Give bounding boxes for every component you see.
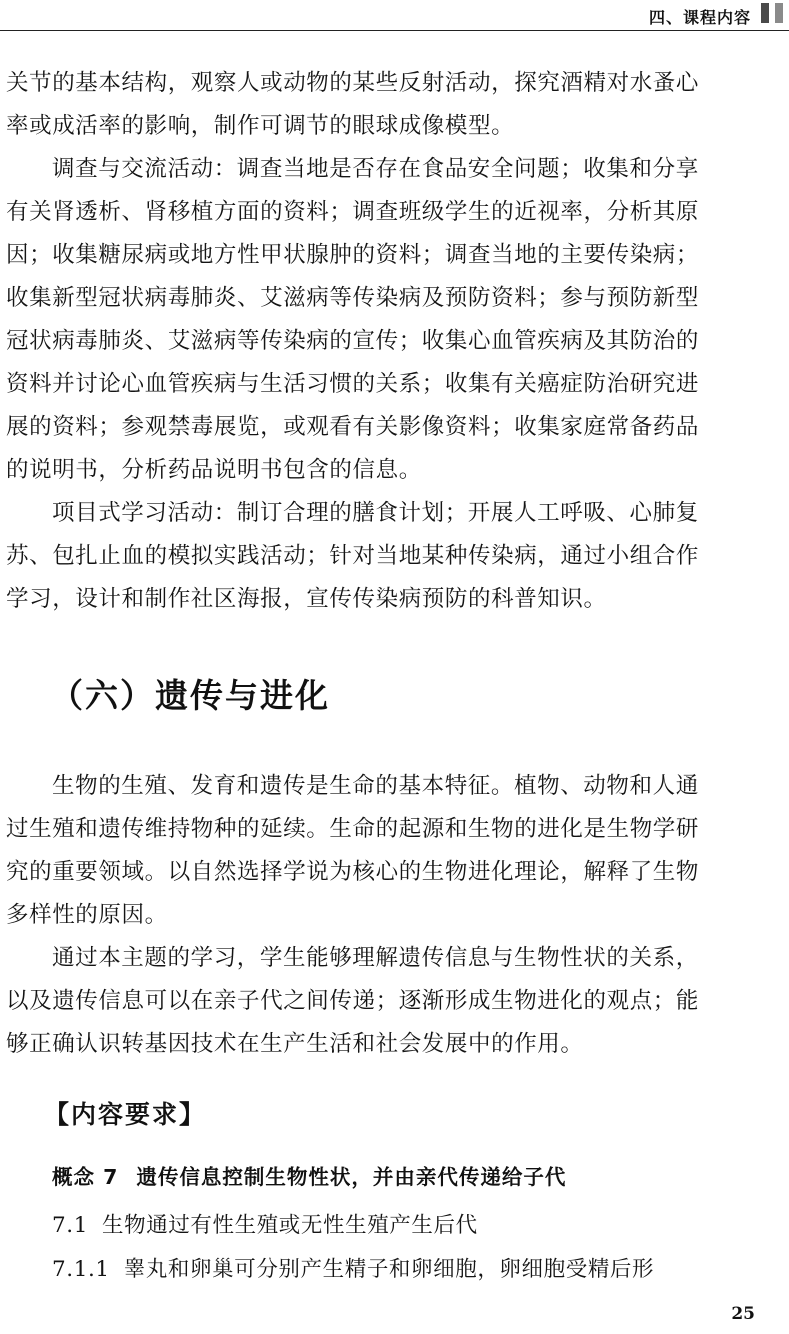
paragraph-survey-activities (6, 148, 766, 492)
text-line: 展的资料；参观禁毒展览，或观看有关影像资料；收集家庭常备药品 (6, 414, 700, 440)
text-line: 究的重要领域。以自然选择学说为核心的生物进化理论，解释了生物 (6, 859, 700, 885)
page-number: 25 (731, 1304, 755, 1324)
text-line: 项目式学习活动：制订合理的膳食计划；开展人工呼吸、心肺复 (52, 500, 699, 526)
text-line: 通过本主题的学习，学生能够理解遗传信息与生物性状的关系， (52, 945, 699, 971)
header-bar-light (775, 3, 783, 23)
requirement-item (52, 1252, 654, 1283)
paragraph-project-activities (6, 492, 766, 621)
requirement-text: 睾丸和卵巢可分别产生精子和卵细胞，卵细胞受精后形 (123, 1257, 655, 1282)
paragraph-continuation (6, 62, 766, 148)
requirement-number: 7.1.1 (52, 1257, 110, 1282)
concept-label: 概念 7 (52, 1165, 119, 1189)
concept-text: 遗传信息控制生物性状，并由亲代传递给子代 (136, 1165, 567, 1189)
text-line: 资料并讨论心血管疾病与生活习惯的关系；收集有关癌症防治研究进 (6, 371, 700, 397)
section-heading: （六）遗传与进化 (50, 676, 330, 715)
paragraph-learning-goals (6, 937, 766, 1066)
text-line: 多样性的原因。 (6, 902, 168, 928)
text-line: 有关肾透析、肾移植方面的资料；调查班级学生的近视率，分析其原 (6, 199, 700, 225)
header-bar-dark (761, 3, 769, 23)
text-line: 率或成活率的影响，制作可调节的眼球成像模型。 (6, 113, 515, 139)
text-line: 因；收集糖尿病或地方性甲状腺肿的资料；调查当地的主要传染病； (6, 242, 700, 268)
requirement-text: 生物通过有性生殖或无性生殖产生后代 (102, 1213, 478, 1238)
text-line: 的说明书，分析药品说明书包含的信息。 (6, 457, 422, 483)
concept-heading (52, 1160, 566, 1190)
text-line: 够正确认识转基因技术在生产生活和社会发展中的作用。 (6, 1031, 584, 1057)
text-line: 以及遗传信息可以在亲子代之间传递；逐渐形成生物进化的观点；能 (6, 988, 700, 1014)
text-line: 关节的基本结构，观察人或动物的某些反射活动，探究酒精对水蚤心 (6, 70, 700, 96)
text-line: 收集新型冠状病毒肺炎、艾滋病等传染病及预防资料；参与预防新型 (6, 285, 700, 311)
text-line: 学习，设计和制作社区海报，宣传传染病预防的科普知识。 (6, 586, 607, 612)
running-header (0, 0, 789, 31)
text-line: 生物的生殖、发育和遗传是生命的基本特征。植物、动物和人通 (52, 773, 699, 799)
requirement-item (52, 1208, 478, 1239)
requirements-heading: 【内容要求】 (44, 1100, 207, 1129)
requirement-number: 7.1 (52, 1213, 88, 1238)
text-line: 冠状病毒肺炎、艾滋病等传染病的宣传；收集心血管疾病及其防治的 (6, 328, 700, 354)
text-line: 过生殖和遗传维持物种的延续。生命的起源和生物的进化是生物学研 (6, 816, 700, 842)
paragraph-intro (6, 765, 766, 937)
running-header-title: 四、课程内容 (648, 8, 751, 27)
text-line: 调查与交流活动：调查当地是否存在食品安全问题；收集和分享 (52, 156, 699, 182)
text-line: 苏、包扎止血的模拟实践活动；针对当地某种传染病，通过小组合作 (6, 543, 700, 569)
